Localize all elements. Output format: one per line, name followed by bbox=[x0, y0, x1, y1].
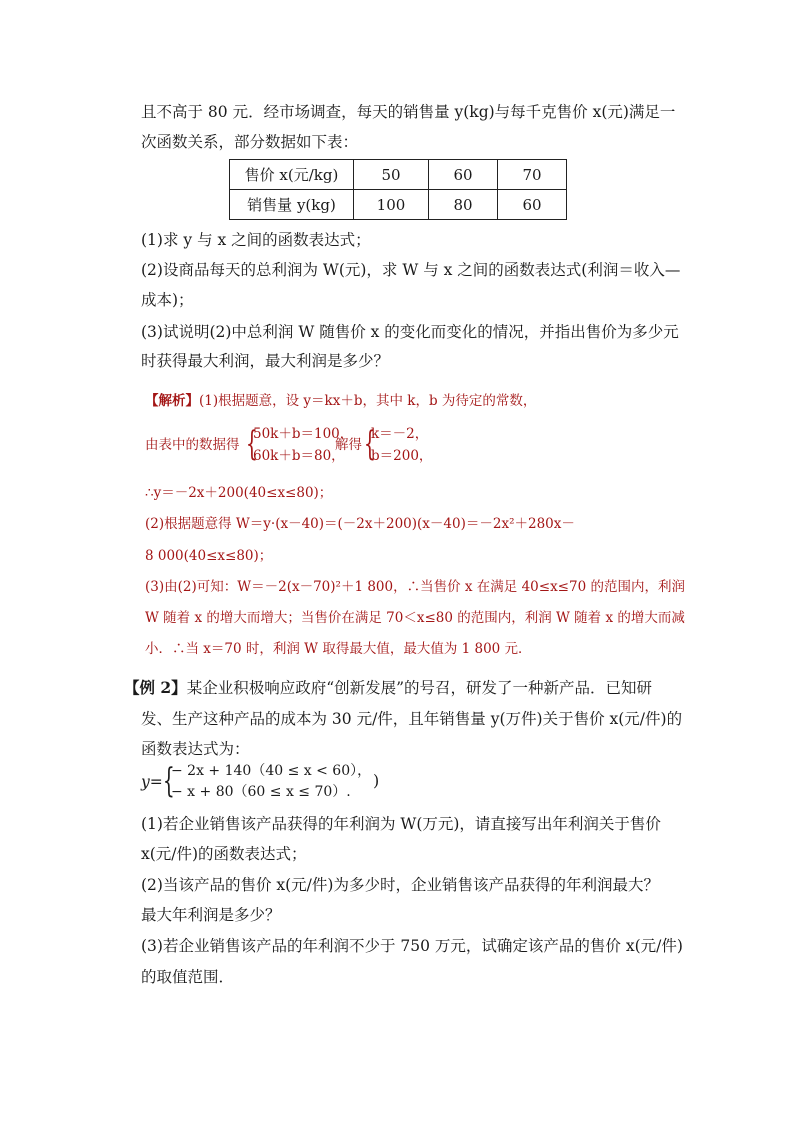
solution-line-4a: (2)根据题意得 W＝y·(x－40)＝(－2x＋200)(x－40)＝－2x²＋280x－ bbox=[145, 516, 575, 532]
question-3-line-1: (3)试说明(2)中总利润 W 随售价 x 的变化而变化的情况，并指出售价为多少元 bbox=[141, 323, 679, 341]
example-2-text: 某企业积极响应政府“创新发展”的号召，研发了一种新产品．已知研 bbox=[186, 679, 653, 697]
price-sales-table bbox=[229, 159, 567, 220]
solution-line-3: ∴y＝－2x＋200(40≤x≤80)； bbox=[145, 485, 333, 501]
table-cell: 60 bbox=[498, 190, 567, 220]
solution-tag: 【解析】 bbox=[145, 393, 199, 409]
question-2-line-2: 成本)； bbox=[141, 291, 194, 309]
solution-line-1 bbox=[145, 390, 536, 412]
table-cell: 80 bbox=[429, 190, 498, 220]
left-brace-icon: { bbox=[162, 761, 175, 801]
piecewise-close: ) bbox=[373, 771, 380, 790]
piecewise-case-1: − 2x + 140（40 ≤ x < 60）， bbox=[171, 763, 372, 779]
solution-line-5b: W 随着 x 的增大而增大；当售价在满足 70＜x≤80 的范围内，利润 W 随着 x 的增大而减 bbox=[145, 610, 685, 626]
table-header-cell: 售价 x(元/kg) bbox=[230, 160, 354, 190]
table-header-cell: 销售量 y(kg) bbox=[230, 190, 354, 220]
example-2-question-2a: (2)当该产品的售价 x(元/件)为多少时，企业销售该产品获得的年利润最大？ bbox=[141, 876, 659, 894]
system-equation-1: 50k＋b＝100， bbox=[253, 426, 354, 442]
system-result-1: k＝－2， bbox=[371, 426, 429, 442]
question-2-line-1: (2)设商品每天的总利润为 W(元)，求 W 与 x 之间的函数表达式(利润＝收入— bbox=[141, 261, 681, 279]
solve-label: 解得 bbox=[335, 437, 362, 453]
example-2-line-1 bbox=[124, 677, 652, 699]
example-2-question-2b: 最大年利润是多少？ bbox=[141, 906, 281, 924]
question-3-line-2: 时获得最大利润，最大利润是多少？ bbox=[141, 352, 390, 370]
example-label: 【例 2】 bbox=[124, 678, 187, 697]
intro-line-1: 且不高于 80 元．经市场调查，每天的销售量 y(kg)与每千克售价 x(元)满足一 bbox=[141, 103, 676, 121]
system-equation-2: 60k＋b＝80， bbox=[253, 448, 345, 464]
intro-line-2: 次函数关系，部分数据如下表： bbox=[141, 133, 359, 151]
table-cell: 50 bbox=[354, 160, 429, 190]
table-cell: 60 bbox=[429, 160, 498, 190]
table-cell: 70 bbox=[498, 160, 567, 190]
example-2-line-2: 发、生产这种产品的成本为 30 元/件，且年销售量 y(万件)关于售价 x(元/件)的 bbox=[141, 710, 683, 728]
piecewise-prefix: y= bbox=[141, 773, 163, 791]
solution-line-5a: (3)由(2)可知：W＝－2(x－70)²＋1 800，∴当售价 x 在满足 40≤x≤70 的范围内，利润 bbox=[145, 579, 685, 595]
table-row bbox=[230, 190, 567, 220]
solution-system-prefix: 由表中的数据得 bbox=[145, 437, 240, 453]
example-2-question-3b: 的取值范围． bbox=[141, 968, 235, 986]
question-1: (1)求 y 与 x 之间的函数表达式； bbox=[141, 231, 371, 249]
table-row bbox=[230, 160, 567, 190]
example-2-line-3: 函数表达式为： bbox=[141, 740, 250, 758]
example-2-question-1b: x(元/件)的函数表达式； bbox=[141, 845, 307, 863]
solution-line-4b: 8 000(40≤x≤80)； bbox=[145, 548, 273, 564]
piecewise-case-2: − x + 80（60 ≤ x ≤ 70）. bbox=[171, 784, 351, 800]
solution-step-1: (1)根据题意，设 y＝kx＋b，其中 k，b 为待定的常数， bbox=[199, 393, 537, 409]
table-cell: 100 bbox=[354, 190, 429, 220]
left-brace-icon: { bbox=[245, 424, 258, 464]
example-2-question-1a: (1)若企业销售该产品获得的年利润为 W(万元)，请直接写出年利润关于售价 bbox=[141, 815, 661, 833]
left-brace-icon: { bbox=[363, 424, 376, 464]
solution-line-5c: 小．∴当 x＝70 时，利润 W 取得最大值，最大值为 1 800 元． bbox=[145, 641, 532, 657]
system-result-2: b＝200， bbox=[371, 448, 433, 464]
example-2-question-3a: (3)若企业销售该产品的年利润不少于 750 万元，试确定该产品的售价 x(元/件) bbox=[141, 937, 683, 955]
